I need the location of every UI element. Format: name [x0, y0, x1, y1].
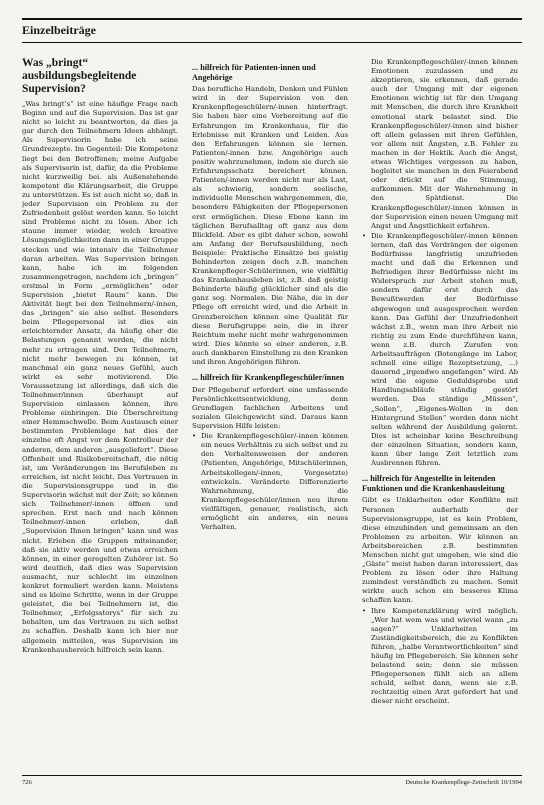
students-bullet-list-cont — [362, 58, 518, 468]
list-item: • Ihre Kompetenzklärung wird möglich. „Wer hat wem was und wieviel wann „zu sagen?“ Unklarheiten im Zuständigkeitsbereich, die zu Konflikten führen, „halbe Verantwortlichkeiten“ sind häufig im Pflegebereich. Sie können sehr belastend sein; denn sie müssen Pflegepersonen fühlt sich an allem schuld, selbst dann, wenn sie z.B. rechtzeitig einen Arzt gefordert hat und dieser nicht erscheint. — [362, 606, 518, 706]
page-footer — [22, 775, 522, 786]
bullet-icon: • — [362, 231, 367, 240]
section-title: Einzelbeiträge — [22, 23, 96, 37]
section-heading-students: ... hilfreich für Krankenpflegeschüler/innen — [192, 373, 345, 383]
column-2 — [192, 57, 348, 777]
intro-paragraph: „Was bringt’s“ ist eine häufige Frage nach Beginn und auf die Supervision. Das ist gar nicht so leicht zu beantworten, da dies ja gar durch den Teilnehmern Ideen abhängt. Als Supervisorin habe ich seine Grundrezepte. Im Gegenteil: Die Kompetenz liegt bei den Betroffenen; meine Aufgabe als Supervisorin ist, dafür, da die Probleme nicht kurzweilig bei. als Außenstehende kompetent die Klärungsarbeit, die Gruppe zu unterstützen. Es ist auch nicht so, daß in jeder Supervision ein Problem zu der Zufriedenheit gelöst werden kann. So leicht sind Probleme nicht zu lösen. Aber ich staune immer wieder, welch kreative Lösungsmöglichkeiten dann in einer Gruppe stecken und wie intensiv die Teilnehmer daran arbeiten. Was Supervision bringen kann, habe ich im folgenden zusammengetragen, nachdem ich „bringen“ erstmal in Form „ermöglichen“ oder Supervision „bietet Raum“ kann. Die Aktivität liegt bei den Teilnehmern/-innen, das „bringen“ sie also selbst. Besonders beim Pflegepersonal ist dies ein erleichternder Ansatz, da häufig eher die Belastungen genannt werden, die nicht mehr zu ertragen sind. Den Teilnehmern, nicht mehr bewegen zu können, ist manchmal ein ganz neues Gefühl, auch wirkt es sehr motivierend. Die Voraussetzung ist allerdings, daß sich die Teilnehmer/innen überhaupt auf Supervision einlassen können, ihre Probleme einbringen. Die Überschreitung einer Hemmschwelle. Beim Austausch einer bestimmten Problemlage hat dies der einzelne oft Angst vor dem Kontrolleur der anderen, dem anderen „ausgeliefert“. Diese Offenheit und Risikobereitschaft, die nötig ist, um Veränderungen im Berufsleben zu erreichen, ist nicht leicht. Das Vertrauen in die Supervisionsgruppe und in die Supervisorin wächst mit der Zeit; so können sich Teilnehmer/-innen öffnen und sprechen. Erst nach und nach können Teilnehmer/-innen erleben, daß „Supervision Ihnen bringen“ kann und was nicht. Erleben die Gruppen miteinander, daß sie aktiv werden und etwas erreichen können, in einer geregelten Zuhörer ist. So wird deutlich, daß dies was Supervision ausmacht, nur schlecht im einzelnen konkret formuliert werden kann. Meistens sind es kleine Schritte, wenn in der Gruppe geleistet, die bei Teilnehmern ist, die Teilnehmer, „Erfolgsstorys“ für sich zu behalten, um das Vertrauen zu sich selbst zu schaffen. Deshalb kann ich hier nur allgemein mitteilen, was Supervision im Krankenhausbereich hilfreich sein kann. — [22, 100, 178, 654]
page-number: 726 — [22, 779, 32, 786]
section-header — [22, 18, 522, 43]
column-1 — [22, 57, 178, 777]
bullet-icon: • — [362, 606, 367, 615]
section-text-patients: Das berufliche Handeln, Denken und Fühlen wird in der Supervision von den Krankenpflegeschülern/-innen hinterfragt. Sie haben hier eine Vorbereitung auf die Erfahrungen im Krankenhaus, für die Erlebnisse mit Kranken und Leiden. Aus den Erfahrungen können sie lernen. Patienten/-innen bzw. Angehörige auch positiv wahrzunehmen, indem sie durch sie Erfahrungsschatz bereichert können. Patienten/-innen werden nicht nur als Last, als schwierig, sondern seelische, individuelle Menschen wahrgenommen, die, besondere Fähigkeiten der Pflegepersonen erst ermöglichen. Diese Ebene kann im täglichen Berufsalltag oft ganz aus dem Blickfeld. Aber es gibt daher schon, sowohl am Anfang der Berufsausbildung, noch Beispiele: Praktische Einsätze bei geistig Behinderten zeigen doch z.B. manchen Krankenpfleger-Schülerinnen, wie vielfältig das Krankenhausleben ist, z.B. daß geistig Behinderte häufig glücklicher sind als die ganz sog. Normalen. Die Nähe, die in der Pflege oft erreicht wird, und die Arbeit in Grenzbereichen können eine Qualität für diese Berufsgruppe sein, die in ihrer Reichtum mehr nicht mehr wahrgenommen wird. Dies könnte so einer anderen, z.B. auch dankbaren Einstellung zu den Kranken und ihren Angehörigen führen. — [192, 85, 348, 366]
journal-name: Deutsche Krankenpflege-Zeitschrift 10/1994 — [405, 779, 522, 786]
students-bullet-list — [192, 432, 348, 532]
section-text-students: Der Pflegeberuf erfordert eine umfassende Persönlichkeitsentwicklung, denn Grundlagen fachlichen Arbeitens und sozialen Gleichgewicht sind. Daraus kann Supervision Hilfe leisten: — [192, 385, 348, 431]
bullet-icon: • — [192, 432, 197, 441]
section-heading-patients: ... hilfreich für Patienten-innen und Angehörige — [192, 63, 316, 82]
column-3 — [362, 57, 518, 777]
list-item: Die Krankenpflegeschüler/-innen können Emotionen zuzulassen und zu akzeptieren, sie erkennen, daß gerade auch der Umgang mit der eigenen Emotionen wichtig ist für den Umgang mit Menschen, die durch ihre Krankheit emotional stark belastet sind. Die Krankenpflegeschüler/-innen sind bisher oft allein gelassen mit ihren Gefühlen, vor allem mit Ängsten, z.B. Fehler zu machen in der Hektik. Auch die Angst, etwas Wichtiges vergessen zu haben, begleitet sie manchen in den Feierabend oder drückt auf die Stimmung, aufkommen. Mit der Wahrnehmung in den Spätdienst. Die Krankenpflegeschüler/-innen können in der Supervision einen neuen Umgang mit Angst und Ängstlichkeit erfahren. — [371, 58, 518, 230]
list-item: • Die Krankenpflegeschüler/-innen können ein neues Verhältnis zu sich selbst und zu den Verhaltensweisen der anderen (Patienten, Angehörige, Mitschülerinnen, Arbeitskollegen/-innen, Vorgesetzte) entwickeln. Veränderte Differenzierte Wahrnehmung, die Krankenpflegeschüler/innen neu ihrem vielfältigen, genauer, realistisch, sich ermöglicht ein anderes, ein neues Verhalten. — [192, 432, 348, 532]
section-text-leaders: Gibt es Unklarheiten oder Konflikte mit Personen außerhalb der Supervisionsgruppe, ist es kein Problem, diese einzubinden und gemeinsam an den Problemen zu arbeiten. Wir können an Arbeitsbereichen z.B. bestimmten Menschen nicht gut umgehen, wie sind die „Gäste“ meist haben daran interessiert, das Problem zu lösen oder ihre Haltung zumindest verständlich zu machen. Somit wirkte auch schon ein besseres Klima schaffen kann. — [362, 496, 518, 605]
list-item: • Die Krankenpflegeschüler/-innen können lernen, daß das Verdrängen der eigenen Bedürfnisse langfristig unzufrieden macht und daß die Erkennen und Befriedigen ihrer Bedürfnisse nicht im Widerspruch zur Arbeit stehen muß, sondern dafür erst durch das Bewußtwerden der Bedürfnisse abgewogen und ausgesprochen werden kann. Das Gefühl der Unzufriedenheit wächst z.B., wenn man ihre Arbeit nie richtig zu zum Ende durchführen kann, wenn z.B. durch Zurufen von Arbeitsaufträgen (Botengänge im Labor, schnell eine eilige Rezeptsetzung, ...) dauernd „irgendwo angefangen“ wird. Ab wird die eigene Geduldsprobe und Handlungsabläufe ständig gestört werden. Das ständige „Müssen“, „Sollen“, „Eigenes-Wollen in den Hintergrund Stellen“ werden dann nicht selten während der Ausbildung gelernt. Dies ist scheinbar keine Beschreibung der einzelnen Situation, sondern kann, kann über lange Zeit letztlich zum Ausbrennen führen. — [362, 231, 518, 468]
section-heading-leaders: ... hilfreich für Angestellte in leitenden Funktionen und die Krankenhausleitung — [362, 474, 505, 493]
leaders-bullet-list — [362, 607, 518, 707]
article-title: Was „bringt“ ausbildungsbegleitende Supervision? — [22, 57, 137, 95]
article-columns — [22, 57, 522, 777]
